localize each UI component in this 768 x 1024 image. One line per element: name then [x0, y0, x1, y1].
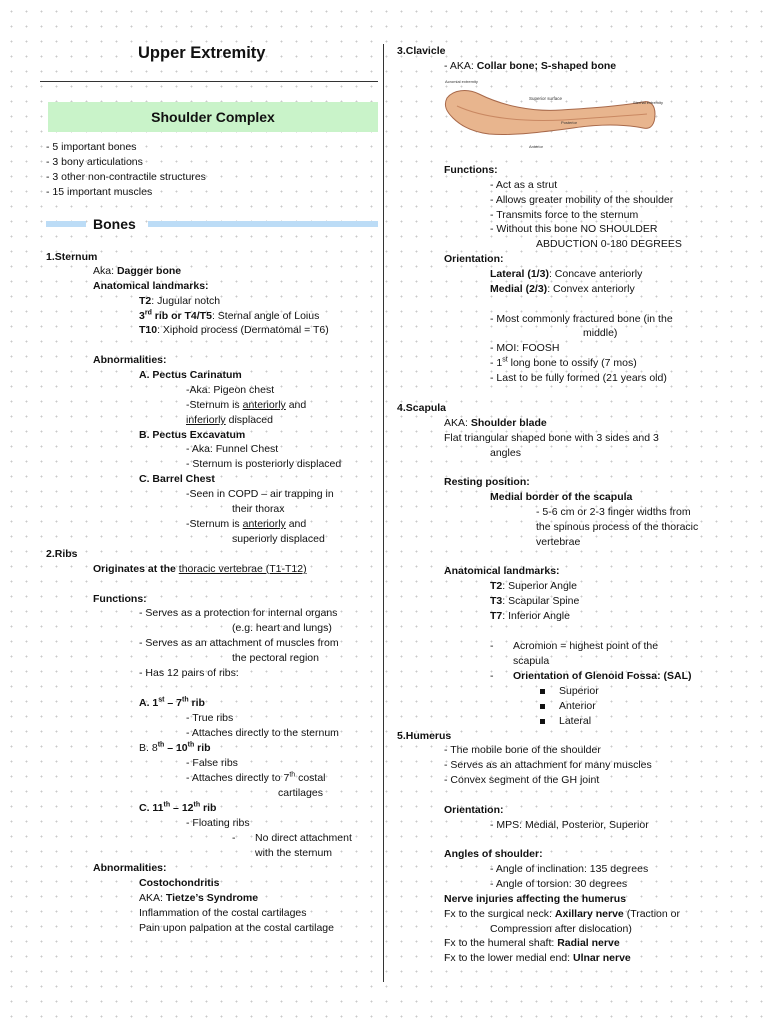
clavicle-fact: middle) — [583, 327, 618, 339]
bullet-square-icon — [540, 689, 545, 694]
humerus-nerve-injury: Fx to the humeral shaft: Radial nerve — [444, 937, 620, 949]
scapula-description: Flat triangular shaped bone with 3 sides and 3 — [444, 432, 659, 444]
scapula-landmarks-heading: Anatomical landmarks: — [444, 565, 560, 577]
clavicle-fact: - MOI: FOOSH — [490, 342, 560, 354]
clavicle-function: - Act as a strut — [490, 179, 558, 191]
image-label: Acromial extremity — [445, 79, 478, 84]
sal-item: Superior — [540, 684, 599, 698]
rib-group-heading: C. 11th – 12th rib — [139, 801, 217, 814]
humerus-fact: - Serves as an attachment for many muscles — [444, 759, 652, 771]
sternum-landmark: 3rd rib or T4/T5: Sternal angle of Loius — [139, 309, 320, 322]
sternum-aka: Aka: Dagger bone — [93, 265, 182, 277]
sternum-landmark: T2: Jugular notch — [139, 295, 221, 307]
humerus-orientation: - MPS: Medial, Posterior, Superior — [490, 819, 649, 831]
image-label: Posterior — [561, 120, 578, 125]
scapula-landmark: T7: Inferior Angle — [490, 610, 570, 622]
scapula-fact: Acromion = highest point of the — [513, 640, 659, 652]
summary-item: - 15 important muscles — [46, 186, 153, 198]
costochondritis-aka: AKA: Tietze’s Syndrome — [139, 892, 259, 904]
rib-group-detail: - — [232, 832, 236, 844]
humerus-angles-heading: Angles of shoulder: — [444, 848, 543, 860]
scapula-fact-dash: - — [490, 640, 494, 652]
clavicle-function: ABDUCTION 0-180 DEGREES — [536, 238, 682, 250]
image-label: Sternal extremity — [633, 100, 664, 105]
scapula-description: angles — [490, 447, 521, 459]
clavicle-bone-illustration — [443, 76, 667, 160]
ribs-function: (e.g. heart and lungs) — [232, 622, 332, 634]
abnormality-heading: C. Barrel Chest — [139, 473, 215, 485]
image-label: Anterior — [529, 144, 544, 149]
clavicle-function: - Transmits force to the sternum — [490, 209, 639, 221]
bullet-square-icon — [540, 719, 545, 724]
section-heading: Shoulder Complex — [48, 102, 378, 132]
clavicle-aka: - AKA: Collar bone; S-shaped bone — [444, 60, 617, 72]
sternum-heading: 1.Sternum — [46, 251, 98, 263]
scapula-heading: 4.Scapula — [397, 402, 447, 414]
sternum-landmarks-heading: Anatomical landmarks: — [93, 280, 209, 292]
scapula-fact: scapula — [513, 655, 550, 667]
ribs-function: the pectoral region — [232, 652, 319, 664]
summary-item: - 5 important bones — [46, 141, 137, 153]
clavicle-functions-heading: Functions: — [444, 164, 498, 176]
humerus-nerve-injury: Fx to the lower medial end: Ulnar nerve — [444, 952, 631, 964]
humerus-nerve-injury: Fx to the surgical neck: Axillary nerve (Traction or — [444, 908, 680, 920]
ribs-function: - Has 12 pairs of ribs: — [139, 667, 239, 679]
image-label: Superior surface — [529, 96, 563, 101]
clavicle-function: - Without this bone NO SHOULDER — [490, 223, 658, 235]
humerus-fact: - The mobile bone of the shoulder — [444, 744, 601, 756]
abnormality-detail: -Sternum is anteriorly and — [186, 518, 307, 530]
abnormality-detail: - Sternum is posteriorly displaced — [186, 458, 342, 470]
scapula-resting-detail: the spinous process of the thoracic — [536, 521, 699, 533]
clavicle-fact: - 1st long bone to ossify (7 mos) — [490, 356, 637, 369]
abnormality-detail: -Seen in COPD – air trapping in — [186, 488, 334, 500]
heading-bar-right — [148, 221, 378, 227]
sal-item: Anterior — [540, 699, 596, 713]
clavicle-fact: - Most commonly fractured bone (in the — [490, 313, 673, 325]
clavicle-orientation: Lateral (1/3): Concave anteriorly — [490, 268, 643, 280]
humerus-angle: - Angle of torsion: 30 degrees — [490, 878, 628, 890]
rib-group-detail: cartilages — [278, 787, 323, 799]
column-divider — [383, 44, 384, 982]
humerus-fact: - Convex segment of the GH joint — [444, 774, 600, 786]
ribs-function: - Serves as a protection for internal organs — [139, 607, 338, 619]
page-title: Upper Extremity — [138, 44, 266, 62]
abnormality-detail: -Aka: Pigeon chest — [186, 384, 275, 396]
scapula-fact: Orientation of Glenoid Fossa: (SAL) — [513, 670, 692, 682]
abnormality-detail: inferiorly displaced — [186, 414, 273, 426]
costochondritis-detail: Inflammation of the costal cartilages — [139, 907, 307, 919]
humerus-orientation-heading: Orientation: — [444, 804, 504, 816]
scapula-resting-detail: vertebrae — [536, 536, 581, 548]
costochondritis: Costochondritis — [139, 877, 220, 889]
heading-bar-left — [46, 221, 86, 227]
bullet-square-icon — [540, 704, 545, 709]
rib-group-detail: - Attaches directly to 7th costal — [186, 771, 326, 784]
scapula-landmark: T2: Superior Angle — [490, 580, 577, 592]
humerus-nerve-heading: Nerve injuries affecting the humerus — [444, 893, 627, 905]
ribs-abnormalities-heading: Abnormalities: — [93, 862, 167, 874]
summary-item: - 3 bony articulations — [46, 156, 143, 168]
sternum-landmark: T10: Xiphoid process (Dermatomal = T6) — [139, 324, 329, 336]
scapula-aka: AKA: Shoulder blade — [444, 417, 547, 429]
sternum-abnormalities-heading: Abnormalities: — [93, 354, 167, 366]
costochondritis-detail: Pain upon palpation at the costal cartilage — [139, 922, 334, 934]
abnormality-heading: B. Pectus Excavatum — [139, 429, 246, 441]
bones-heading: Bones — [93, 216, 136, 232]
rib-group-detail: No direct attachment — [255, 832, 352, 844]
scapula-resting-detail: - 5-6 cm or 2-3 finger widths from — [536, 506, 691, 518]
rib-group-detail: with the sternum — [255, 847, 333, 859]
clavicle-function: - Allows greater mobility of the shoulder — [490, 194, 674, 206]
summary-item: - 3 other non-contractile structures — [46, 171, 206, 183]
ribs-function: - Serves as an attachment of muscles from — [139, 637, 339, 649]
rib-group-heading: A. 1st – 7th rib — [139, 696, 205, 709]
humerus-nerve-injury: Compression after dislocation) — [490, 923, 632, 935]
humerus-heading: 5.Humerus — [397, 730, 452, 742]
scapula-fact-dash: - — [490, 670, 494, 682]
scapula-resting-heading: Resting position: — [444, 476, 530, 488]
ribs-origin: Originates at the thoracic vertebrae (T1-T12) — [93, 563, 307, 575]
abnormality-heading: A. Pectus Carinatum — [139, 369, 242, 381]
clavicle-heading: 3.Clavicle — [397, 45, 446, 57]
abnormality-detail: their thorax — [232, 503, 285, 515]
rib-group-detail: - Floating ribs — [186, 817, 250, 829]
abnormality-detail: -Sternum is anteriorly and — [186, 399, 307, 411]
scapula-resting-sub: Medial border of the scapula — [490, 491, 633, 503]
rib-group-detail: - Attaches directly to the sternum — [186, 727, 339, 739]
ribs-heading: 2.Ribs — [46, 548, 78, 560]
ribs-functions-heading: Functions: — [93, 593, 147, 605]
rib-group-heading: B. 8th – 10th rib — [139, 741, 211, 754]
clavicle-orientation: Medial (2/3): Convex anteriorly — [490, 283, 635, 295]
clavicle-orientation-heading: Orientation: — [444, 253, 504, 265]
humerus-angle: - Angle of inclination: 135 degrees — [490, 863, 649, 875]
scapula-landmark: T3: Scapular Spine — [490, 595, 580, 607]
rib-group-detail: - True ribs — [186, 712, 234, 724]
title-divider — [40, 81, 378, 82]
abnormality-detail: superiorly displaced — [232, 533, 325, 545]
rib-group-detail: - False ribs — [186, 757, 238, 769]
clavicle-fact: - Last to be fully formed (21 years old) — [490, 372, 667, 384]
abnormality-detail: - Aka: Funnel Chest — [186, 443, 279, 455]
sal-item: Lateral — [540, 714, 591, 728]
